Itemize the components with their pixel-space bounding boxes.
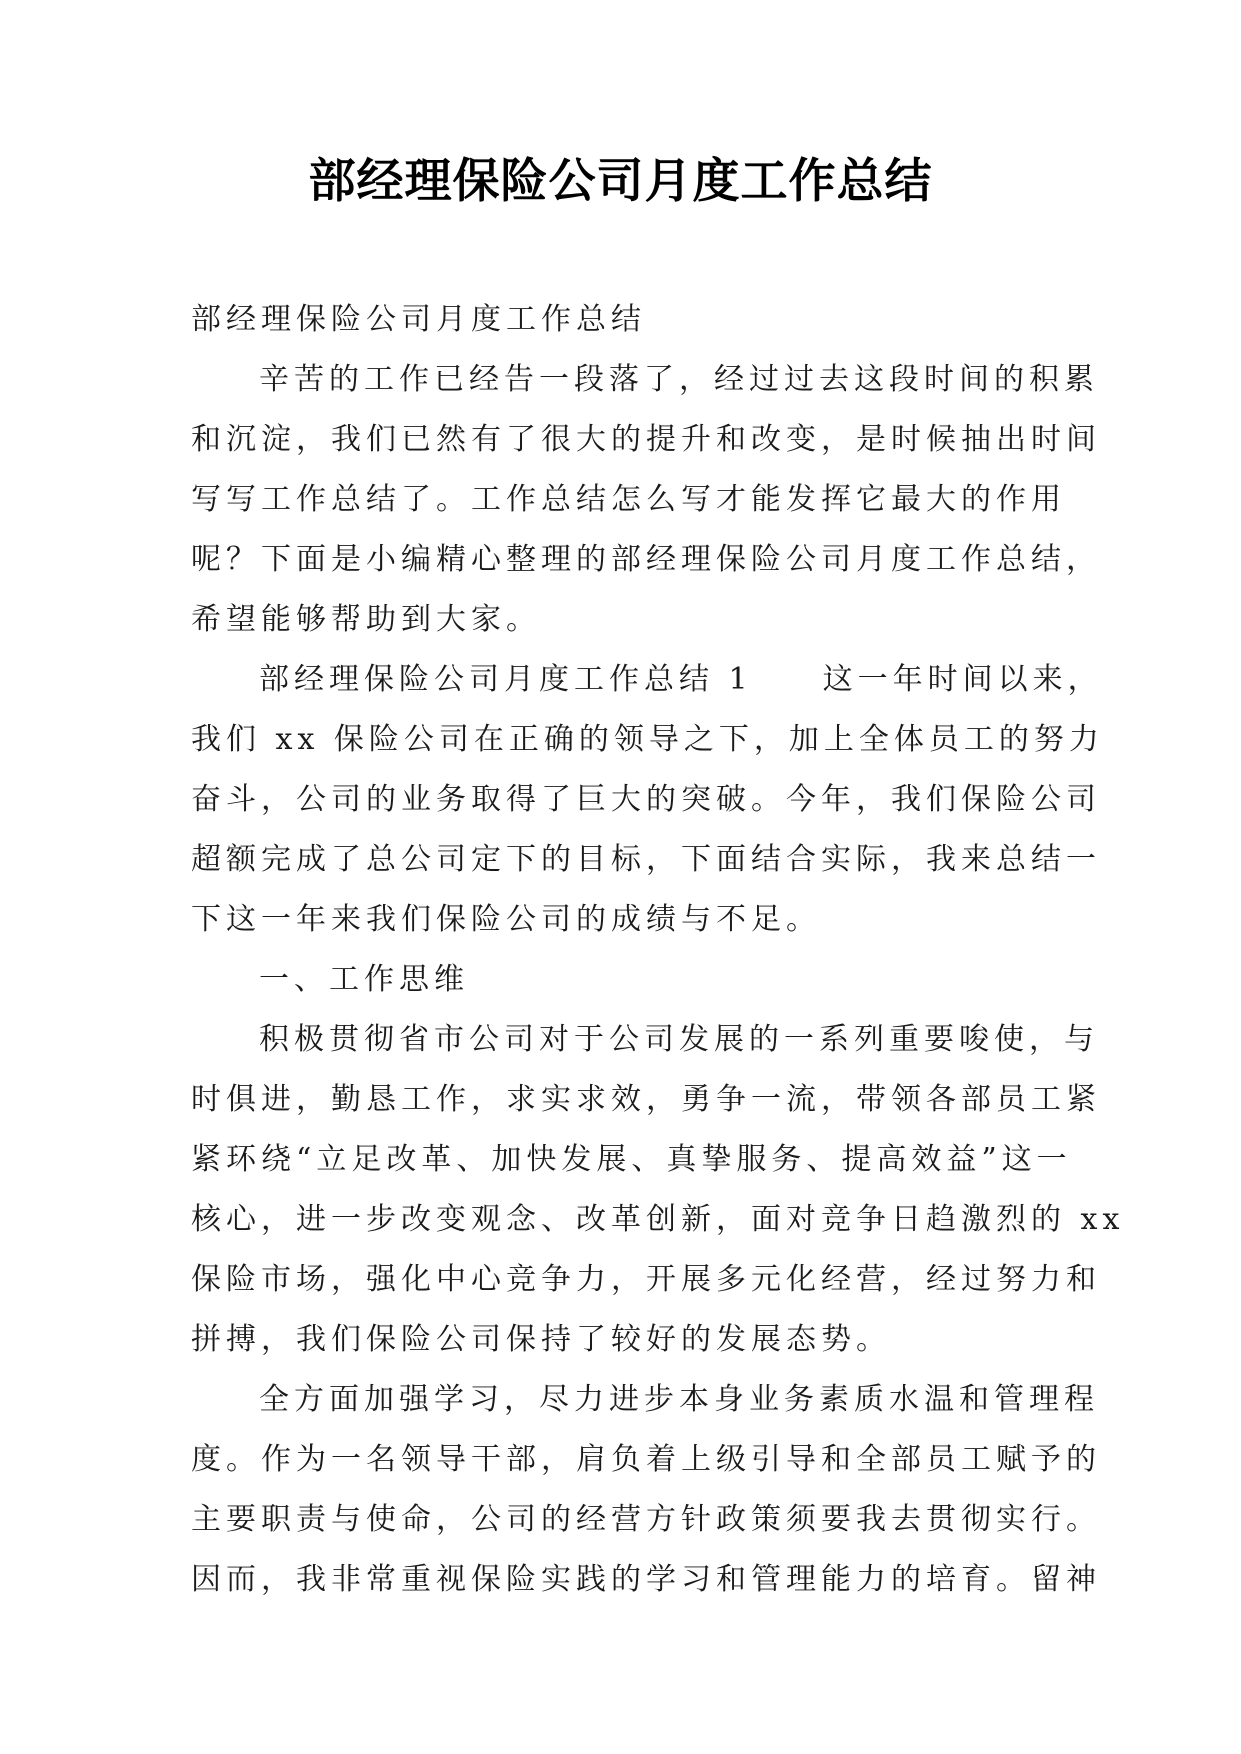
document-title: 部经理保险公司月度工作总结 [308, 154, 933, 209]
document-body [191, 290, 1125, 1610]
body-line: 下这一年来我们保险公司的成绩与不足。 [191, 902, 821, 937]
body-line: 部经理保险公司月度工作总结 [191, 302, 646, 337]
body-line: 核心，进一步改变观念、改革创新，面对竞争日趋激烈的 xx [191, 1202, 1125, 1237]
body-line: 和沉淀，我们已然有了很大的提升和改变，是时候抽出时间 [191, 422, 1101, 457]
body-line: 奋斗，公司的业务取得了巨大的突破。今年，我们保险公司 [191, 782, 1101, 817]
body-line: 一、工作思维 [259, 962, 469, 997]
body-line: 紧环绕“立足改革、加快发展、真挚服务、提高效益”这一 [191, 1142, 1072, 1177]
body-line: 积极贯彻省市公司对于公司发展的一系列重要唆使，与 [259, 1022, 1099, 1057]
body-line: 辛苦的工作已经告一段落了，经过过去这段时间的积累 [259, 362, 1099, 397]
body-line: 保险市场，强化中心竞争力，开展多元化经营，经过努力和 [191, 1262, 1101, 1297]
body-line: 时俱进，勤恳工作，求实求效，勇争一流，带领各部员工紧 [191, 1082, 1101, 1117]
body-line: 因而，我非常重视保险实践的学习和管理能力的培育。留神 [191, 1562, 1101, 1597]
body-line: 希望能够帮助到大家。 [191, 602, 541, 637]
body-line: 呢？下面是小编精心整理的部经理保险公司月度工作总结， [191, 542, 1101, 577]
body-line: 主要职责与使命，公司的经营方针政策须要我去贯彻实行。 [191, 1502, 1101, 1537]
body-line: 全方面加强学习，尽力进步本身业务素质水温和管理程 [259, 1382, 1099, 1417]
body-line: 度。作为一名领导干部，肩负着上级引导和全部员工赋予的 [191, 1442, 1101, 1477]
body-line: 写写工作总结了。工作总结怎么写才能发挥它最大的作用 [191, 482, 1066, 517]
body-line: 部经理保险公司月度工作总结 1 这一年时间以来， [259, 662, 1103, 697]
body-line: 我们 xx 保险公司在正确的领导之下，加上全体员工的努力 [191, 722, 1104, 757]
body-line: 超额完成了总公司定下的目标，下面结合实际，我来总结一 [191, 842, 1101, 877]
body-line: 拼搏，我们保险公司保持了较好的发展态势。 [191, 1322, 891, 1357]
